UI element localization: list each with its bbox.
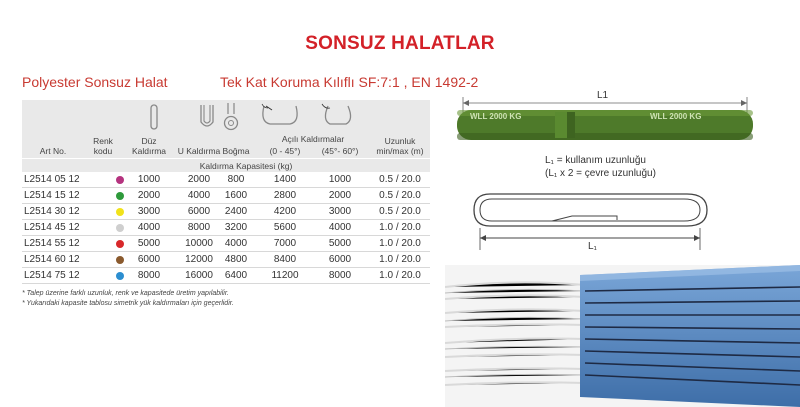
cell-a1: 7000: [273, 238, 297, 249]
cell-a1: 8400: [273, 254, 297, 265]
l1-bottom-label: L₁: [588, 241, 597, 252]
table-row: [22, 204, 430, 220]
cell-duz: 3000: [137, 206, 161, 217]
col-acili-0-45: (0 - 45°): [269, 146, 301, 156]
cell-a1: 4200: [273, 206, 297, 217]
product-spec: Tek Kat Koruma Kılıflı SF:7:1 , EN 1492-2: [220, 74, 479, 90]
cell-art-no: L2514 15 12: [24, 190, 80, 201]
cell-len: 1.0 / 20.0: [379, 238, 421, 249]
cell-bogma: 800: [227, 174, 245, 185]
cell-u: 4000: [187, 190, 211, 201]
color-code-dot: [116, 176, 124, 184]
sling-print-left: WLL 2000 KG: [470, 112, 522, 121]
cell-len: 1.0 / 20.0: [379, 222, 421, 233]
cell-u: 6000: [187, 206, 211, 217]
sling-print-right: WLL 2000 KG: [650, 112, 702, 121]
table-row: [22, 252, 430, 268]
cell-art-no: L2514 30 12: [24, 206, 80, 217]
capacity-caption: Kaldırma Kapasitesi (kg): [22, 158, 430, 172]
capacity-table: [22, 100, 430, 284]
col-uzunluk: Uzunluk min/max (m): [376, 136, 424, 156]
cell-duz: 5000: [137, 238, 161, 249]
cell-u: 8000: [187, 222, 211, 233]
cell-art-no: L2514 60 12: [24, 254, 80, 265]
cell-a2: 8000: [328, 270, 352, 281]
angle-lift-icon-60: [318, 102, 358, 130]
choke-lift-icon: [222, 102, 240, 132]
cell-bogma: 6400: [224, 270, 248, 281]
col-renk-kodu: Renk kodu: [93, 136, 113, 156]
color-code-dot: [116, 224, 124, 232]
table-row: [22, 268, 430, 284]
cell-len: 0.5 / 20.0: [379, 190, 421, 201]
cell-duz: 1000: [137, 174, 161, 185]
col-acili: Açılı Kaldırmalar: [281, 134, 345, 144]
color-code-dot: [116, 208, 124, 216]
cell-bogma: 4000: [224, 238, 248, 249]
table-row: [22, 188, 430, 204]
table-header: [22, 100, 430, 158]
color-code-dot: [116, 192, 124, 200]
product-subtitle: Polyester Sonsuz Halat: [22, 74, 168, 90]
explanation-line-2: (L₁ x 2 = çevre uzunluğu): [545, 168, 656, 179]
table-row: [22, 236, 430, 252]
cell-a2: 5000: [328, 238, 352, 249]
explanation-line-1: L₁ = kullanım uzunluğu: [545, 155, 646, 166]
table-row: [22, 220, 430, 236]
cell-bogma: 2400: [224, 206, 248, 217]
cell-art-no: L2514 45 12: [24, 222, 80, 233]
cell-len: 1.0 / 20.0: [379, 270, 421, 281]
col-art-no: Art No.: [39, 146, 67, 156]
cell-a1: 11200: [271, 270, 299, 281]
cell-len: 0.5 / 20.0: [379, 206, 421, 217]
page-title: SONSUZ HALATLAR: [305, 33, 495, 54]
cell-a1: 1400: [273, 174, 297, 185]
cell-art-no: L2514 05 12: [24, 174, 80, 185]
cell-duz: 8000: [137, 270, 161, 281]
cell-len: 1.0 / 20.0: [379, 254, 421, 265]
cell-duz: 6000: [137, 254, 161, 265]
cell-a1: 2800: [273, 190, 297, 201]
cell-a2: 4000: [328, 222, 352, 233]
angle-lift-icon-45: [258, 102, 302, 130]
color-code-dot: [116, 272, 124, 280]
col-bogma: Boğma: [222, 146, 250, 156]
table-body: [22, 172, 430, 284]
cell-art-no: L2514 55 12: [24, 238, 80, 249]
sling-photo: [445, 265, 800, 407]
col-u: U Kaldırma: [177, 146, 221, 156]
color-code-dot: [116, 256, 124, 264]
cell-len: 0.5 / 20.0: [379, 174, 421, 185]
cell-u: 2000: [187, 174, 211, 185]
note-1: * Talep üzerine farklı uzunluk, renk ve kapasitede üretim yapılabilir.: [22, 290, 229, 297]
cell-a2: 1000: [328, 174, 352, 185]
cell-duz: 2000: [137, 190, 161, 201]
u-lift-icon: [198, 104, 216, 130]
table-row: [22, 172, 430, 188]
cell-bogma: 3200: [224, 222, 248, 233]
col-acili-45-60: (45°- 60°): [321, 146, 359, 156]
cell-art-no: L2514 75 12: [24, 270, 80, 281]
cell-bogma: 4800: [224, 254, 248, 265]
straight-lift-icon: [147, 104, 161, 130]
cell-a1: 5600: [273, 222, 297, 233]
col-duz: Düz Kaldırma: [131, 136, 166, 156]
cell-a2: 2000: [328, 190, 352, 201]
cell-bogma: 1600: [224, 190, 248, 201]
note-2: * Yukarıdaki kapasite tablosu simetrik yük kaldırmaları için geçerlidir.: [22, 300, 234, 307]
cell-duz: 4000: [137, 222, 161, 233]
l1-top-label: L1: [597, 90, 609, 101]
cell-u: 10000: [185, 238, 213, 249]
cell-a2: 3000: [328, 206, 352, 217]
color-code-dot: [116, 240, 124, 248]
cell-a2: 6000: [328, 254, 352, 265]
cell-u: 12000: [185, 254, 213, 265]
cell-u: 16000: [185, 270, 213, 281]
